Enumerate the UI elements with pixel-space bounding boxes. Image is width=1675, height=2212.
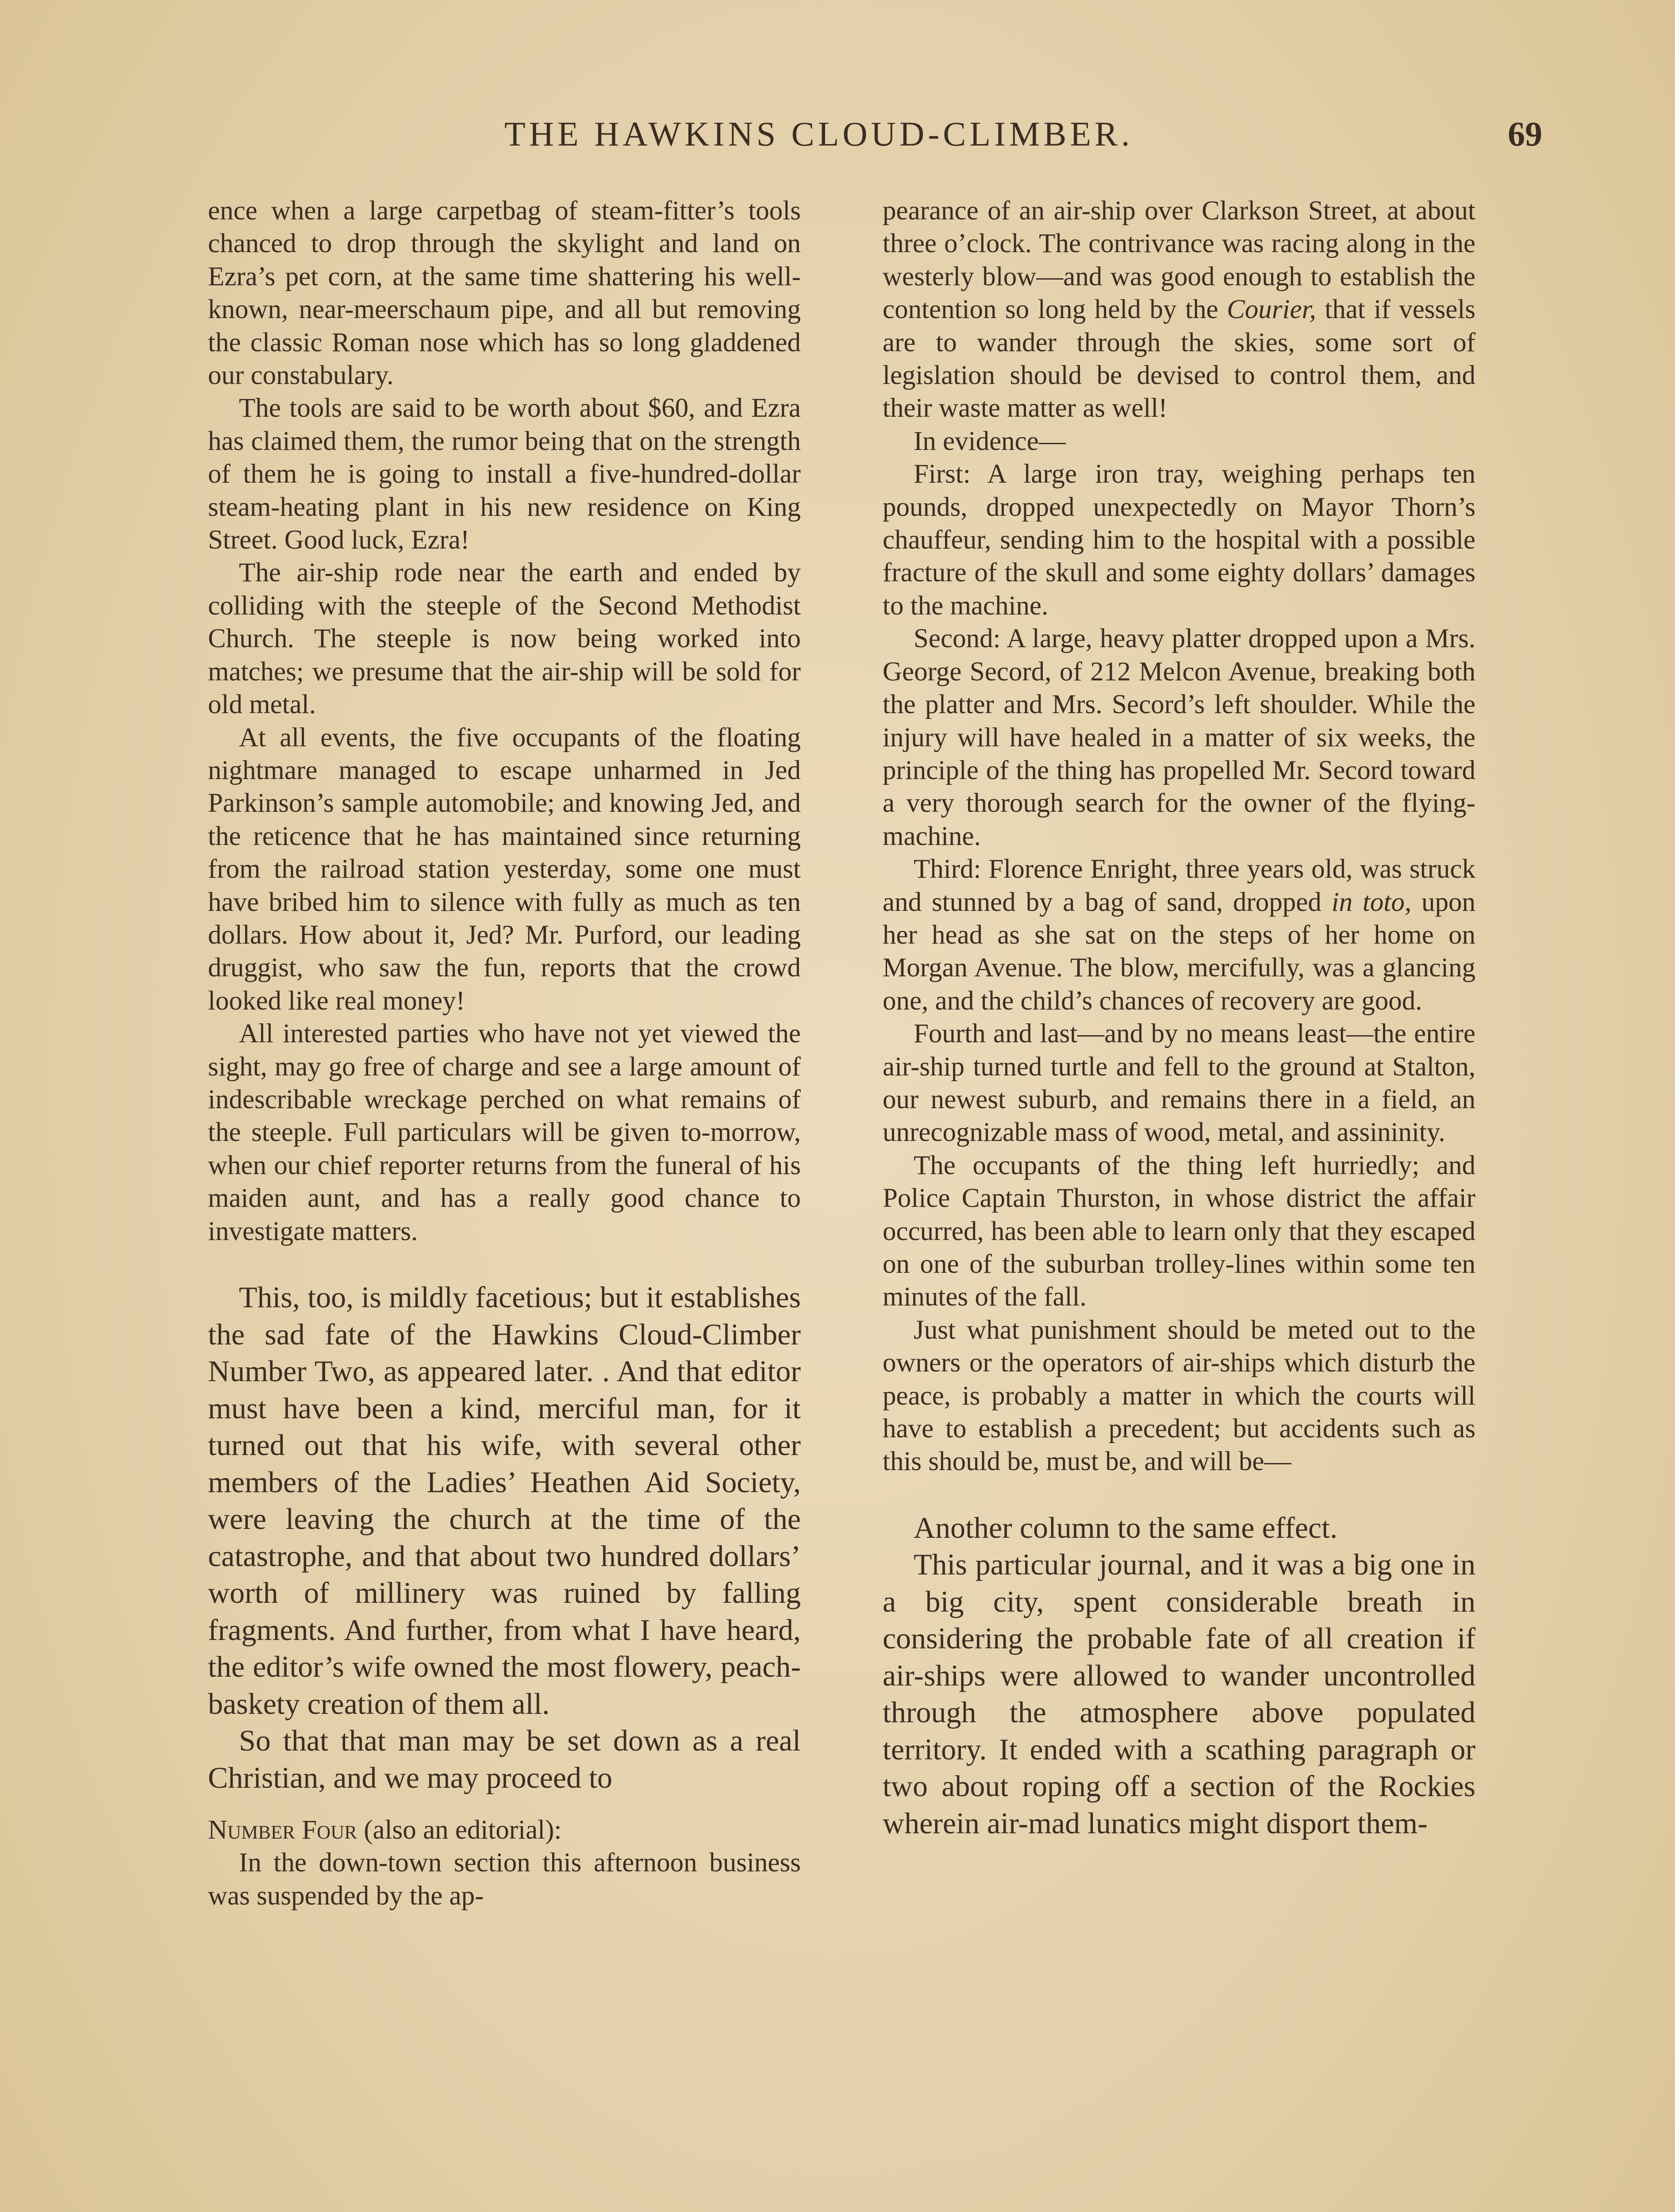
evidence-second: Second: A large, heavy platter dropped upon a Mrs. George Secord, of 212 Melcon Avenue, breaking both the platter and Mrs. Secord’s left shoulder. While the injury will have healed in a matter of six weeks, the principle of the thing has propelled Mr. Secord toward a very thorough search for the owner of the flying-machine. [883, 624, 1475, 851]
quote-paragraph: At all events, the five occupants of the floating nightmare managed to escape unharmed in Jed Parkinson’s sample automobile; and knowing Jed, and the reticence that he has maintained since returning from the railroad station yesterday, some one must have bribed him to silence with fully as much as ten dollars. How about it, Jed? Mr. Purford, our leading druggist, who saw the fun, reports that the crowd looked like real money! [208, 722, 801, 1016]
quote-paragraph: The air-ship rode near the earth and ended by colliding with the steeple of the Second Methodist Church. The steeple is now being worked into matches; we presume that the air-ship will be sold for old metal. [208, 558, 801, 720]
evidence-third [883, 853, 1475, 1018]
quote-paragraph: The tools are said to be worth about $60, and Ezra has claimed them, the rumor being that on the strength of them he is going to install a five-hundred-dollar steam-heating plant in his new residence on King Street. Good luck, Ezra! [208, 393, 801, 555]
quote-paragraph [883, 195, 1475, 425]
text-run: upon her head as she sat on the steps of her home on Morgan Avenue. The blow, mercifully, was a glancing one, and the child’s chances of recovery are good. [883, 887, 1476, 1016]
text-run: pearance of an air-ship over Clarkson Street, at about three o’clock. The contrivance was racing along in the westerly blow—and was good enough to establish the contention so long held by the [883, 196, 1475, 325]
evidence-first: First: A large iron tray, weighing perhaps ten pounds, dropped unexpectedly on Mayor Thorn’s chauffeur, sending him to the hospital with a possible fracture of the skull and some eighty dollars’ damages to the machine. [883, 459, 1475, 621]
page-number: 69 [1508, 115, 1542, 153]
number-four-rest: (also an editorial): [357, 1815, 562, 1845]
number-four-heading [208, 1814, 801, 1847]
left-quoted-editorial [208, 195, 801, 1248]
spacer [208, 1248, 801, 1279]
number-four-label: Number Four [208, 1815, 357, 1845]
body-paragraph: This, too, is mildly facetious; but it establishes the sad fate of the Hawkins Cloud-Climber Number Two, as appeared later. . And that editor must have been a kind, merciful man, for it turned out that his wife, with several other members of the Ladies’ Heathen Aid Society, were leaving the church at the time of the catastrophe, and that about two hundred dollars’ worth of millinery was ruined by falling fragments. And further, from what I have heard, the editor’s wife owned the most flowery, peach-baskety creation of them all. [208, 1280, 801, 1720]
spacer [208, 1796, 801, 1814]
left-body-text [208, 1279, 801, 1796]
quote-paragraph: In evidence— [914, 426, 1066, 456]
quote-paragraph: ence when a large carpetbag of steam-fitter’s tools chanced to drop through the skylight and land on Ezra’s pet corn, at the same time shattering his well-known, near-meerschaum pipe, and all but removing the classic Roman nose which has so long gladdened our constabulary. [208, 196, 801, 391]
text-run: Third: Florence Enright, three years old, was struck and stunned by a bag of sand, dropped [883, 854, 1475, 917]
right-column [883, 195, 1475, 1842]
left-column [208, 195, 801, 1912]
quote-paragraph: All interested parties who have not yet viewed the sight, may go free of charge and see a large amount of indescribable wreckage perched on what remains of the steeple. Full particulars will be given to-morrow, when our chief reporter returns from the funeral of his maiden aunt, and has a really good chance to investigate matters. [208, 1019, 801, 1246]
right-quoted-editorial [883, 195, 1475, 1479]
italic-phrase: in toto, [1331, 887, 1412, 917]
text-run: that if vessels are to wander through the skies, some sort of legislation should be devised to control them, and their waste matter as well! [883, 295, 1476, 423]
body-paragraph: This particular journal, and it was a big one in a big city, spent considerable breath in considering the probable fate of all creation if air-ships were allowed to wander uncontrolled through the atmosphere above populated territory. It ended with a scathing paragraph or two about roping off a section of the Rockies wherein air-mad lunatics might disport them- [883, 1548, 1475, 1840]
body-paragraph: So that that man may be set down as a real Christian, and we may proceed to [208, 1724, 801, 1794]
spacer [883, 1479, 1475, 1509]
body-paragraph: Another column to the same effect. [914, 1510, 1337, 1544]
quote-paragraph: The occupants of the thing left hurriedly; and Police Captain Thurston, in whose district the affair occurred, has been able to learn only that they escaped on one of the suburban trolley-lines within some ten minutes of the fall. [883, 1150, 1475, 1312]
quote-paragraph: Just what punishment should be meted out to the owners or the operators of air-ships which disturb the peace, is probably a matter in which the courts will have to establish a precedent; but accidents such as this should be, must be, and will be— [883, 1315, 1475, 1477]
number-four-section [208, 1814, 801, 1912]
newspaper-name: Courier, [1227, 295, 1316, 325]
running-title: THE HAWKINS CLOUD-CLIMBER. [504, 115, 1133, 153]
evidence-fourth: Fourth and last—and by no means least—the entire air-ship turned turtle and fell to the ground at Stalton, our newest suburb, and remains there in a field, an unrecognizable mass of wood, metal, and assininity. [883, 1019, 1475, 1148]
quote-paragraph: In the down-town section this afternoon business was suspended by the ap- [208, 1848, 801, 1911]
right-body-text [883, 1509, 1475, 1842]
